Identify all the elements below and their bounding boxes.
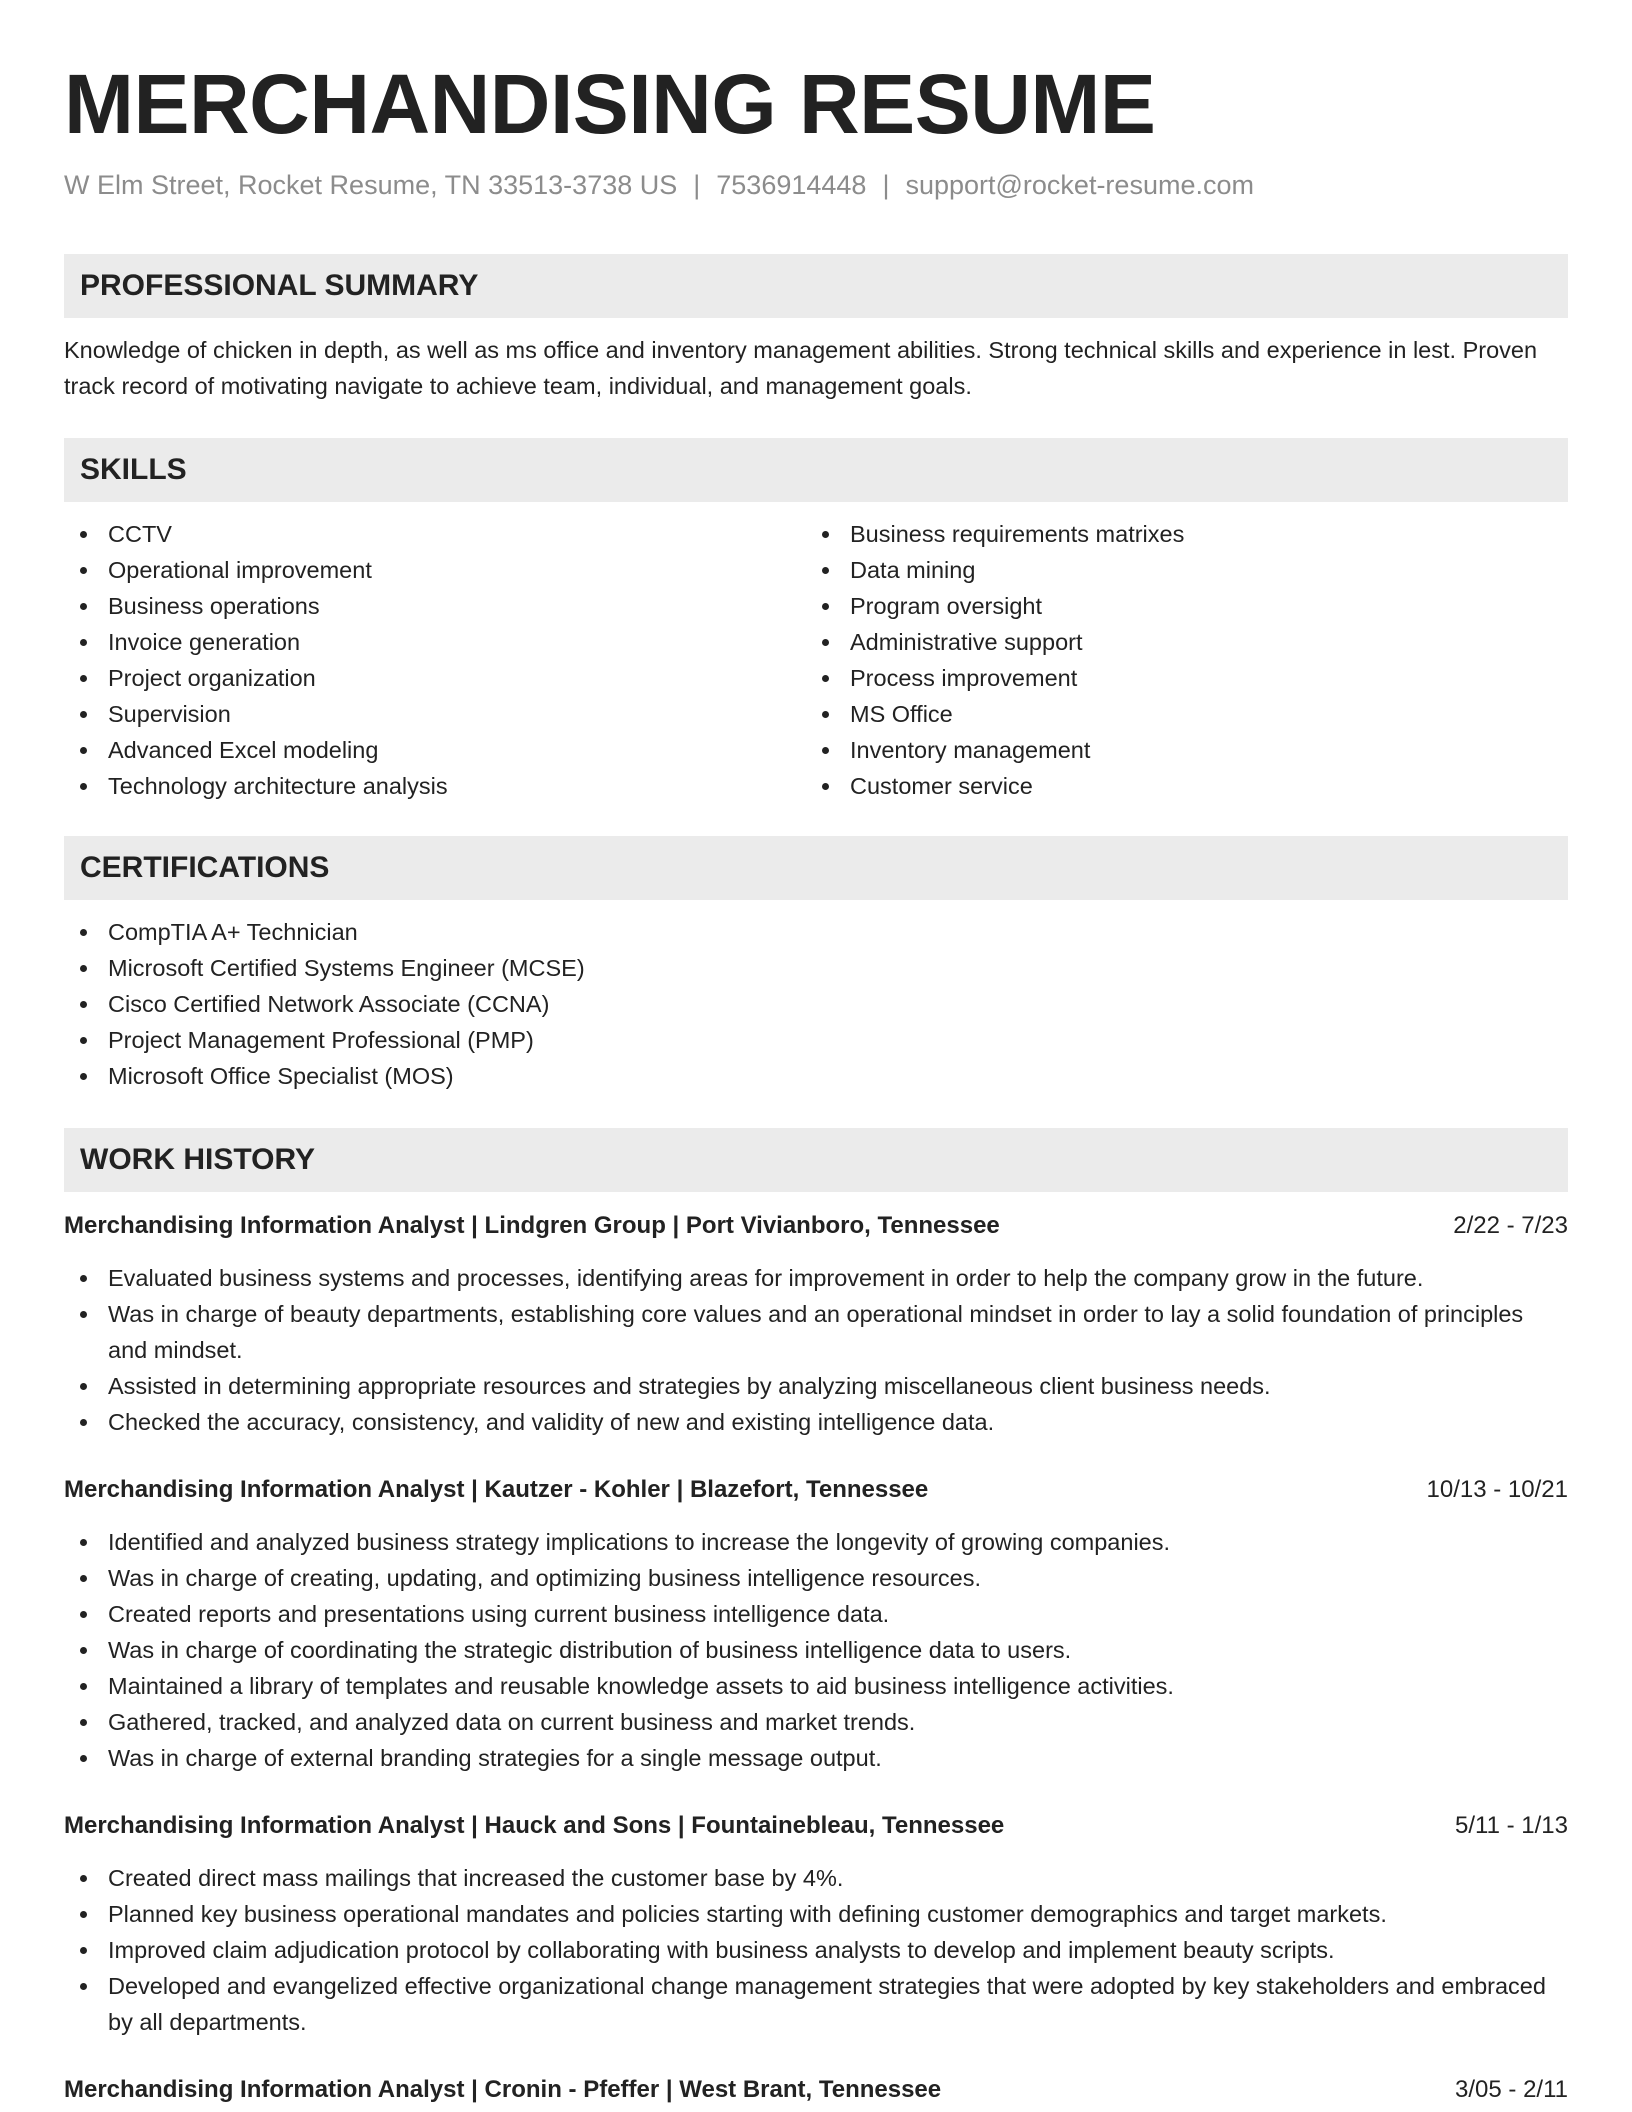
list-item: Planned key business operational mandates and policies starting with defining customer demographics and target markets. bbox=[64, 1896, 1568, 1932]
list-item: Evaluated business systems and processes, identifying areas for improvement in order to help the company grow in the future. bbox=[64, 1260, 1568, 1296]
job-title: Merchandising Information Analyst | Kautzer - Kohler | Blazefort, Tennessee bbox=[64, 1476, 929, 1503]
list-item: Invoice generation bbox=[64, 624, 806, 660]
job-header bbox=[64, 2072, 1568, 2108]
skills-section bbox=[64, 516, 1568, 804]
list-item: Supervision bbox=[64, 696, 806, 732]
job-header bbox=[64, 1472, 1568, 1508]
list-item: Inventory management bbox=[806, 732, 1548, 768]
job-entry bbox=[64, 1208, 1568, 1440]
job-dates: 2/22 - 7/23 bbox=[1453, 1212, 1568, 1239]
summary-heading: PROFESSIONAL SUMMARY bbox=[64, 254, 1568, 318]
skills-list-left bbox=[64, 516, 806, 804]
list-item: Identified and analyzed business strategy implications to increase the longevity of growing companies. bbox=[64, 1524, 1568, 1560]
summary-text: Knowledge of chicken in depth, as well as ms office and inventory management abilities. Strong technical skills and experience in lest. Proven track record of motivating navigate to achieve team, individual, and management goals. bbox=[64, 337, 1538, 399]
contact-line bbox=[64, 166, 1568, 204]
resume-title: MERCHANDISING RESUME bbox=[64, 57, 1156, 151]
list-item: Created direct mass mailings that increased the customer base by 4%. bbox=[64, 1860, 1568, 1896]
list-item: Created reports and presentations using current business intelligence data. bbox=[64, 1596, 1568, 1632]
list-item: Was in charge of creating, updating, and optimizing business intelligence resources. bbox=[64, 1560, 1568, 1596]
list-item: Technology architecture analysis bbox=[64, 768, 806, 804]
skills-heading: SKILLS bbox=[64, 438, 1568, 502]
list-item: Cisco Certified Network Associate (CCNA) bbox=[64, 986, 1568, 1022]
job-bullets bbox=[64, 1260, 1568, 1440]
job-entry bbox=[64, 1472, 1568, 1776]
list-item: Process improvement bbox=[806, 660, 1548, 696]
skills-list-right bbox=[806, 516, 1548, 804]
job-title: Merchandising Information Analyst | Hauck and Sons | Fountainebleau, Tennessee bbox=[64, 1812, 1005, 1839]
job-title: Merchandising Information Analyst | Lindgren Group | Port Vivianboro, Tennessee bbox=[64, 1212, 1000, 1239]
certifications-heading: CERTIFICATIONS bbox=[64, 836, 1568, 900]
list-item: CCTV bbox=[64, 516, 806, 552]
job-header bbox=[64, 1808, 1568, 1844]
work-history-list bbox=[64, 1208, 1568, 2108]
job-dates: 5/11 - 1/13 bbox=[1455, 1812, 1568, 1839]
list-item: Was in charge of external branding strategies for a single message output. bbox=[64, 1740, 1568, 1776]
list-item: Operational improvement bbox=[64, 552, 806, 588]
list-item: Developed and evangelized effective organizational change management strategies that were adopted by key stakeholders and embraced by all departments. bbox=[64, 1968, 1568, 2040]
list-item: Project organization bbox=[64, 660, 806, 696]
list-item: Improved claim adjudication protocol by collaborating with business analysts to develop and implement beauty scripts. bbox=[64, 1932, 1568, 1968]
job-entry bbox=[64, 1808, 1568, 2040]
address: W Elm Street, Rocket Resume, TN 33513-3738 US bbox=[64, 170, 678, 200]
skills-column-right bbox=[806, 516, 1548, 804]
job-bullets bbox=[64, 1860, 1568, 2040]
list-item: Checked the accuracy, consistency, and validity of new and existing intelligence data. bbox=[64, 1404, 1568, 1440]
job-title: Merchandising Information Analyst | Cronin - Pfeffer | West Brant, Tennessee bbox=[64, 2076, 942, 2103]
list-item: Data mining bbox=[806, 552, 1548, 588]
skills-column-left bbox=[64, 516, 806, 804]
job-entry bbox=[64, 2072, 1568, 2108]
phone: 7536914448 bbox=[716, 170, 867, 200]
email: support@rocket-resume.com bbox=[905, 170, 1254, 200]
certifications-list bbox=[64, 914, 1568, 1094]
list-item: Maintained a library of templates and reusable knowledge assets to aid business intelligence activities. bbox=[64, 1668, 1568, 1704]
resume-page bbox=[64, 0, 1568, 2108]
list-item: Assisted in determining appropriate resources and strategies by analyzing miscellaneous client business needs. bbox=[64, 1368, 1568, 1404]
list-item: Administrative support bbox=[806, 624, 1548, 660]
list-item: Microsoft Office Specialist (MOS) bbox=[64, 1058, 1568, 1094]
job-bullets bbox=[64, 1524, 1568, 1776]
list-item: Gathered, tracked, and analyzed data on current business and market trends. bbox=[64, 1704, 1568, 1740]
list-item: Project Management Professional (PMP) bbox=[64, 1022, 1568, 1058]
job-dates: 10/13 - 10/21 bbox=[1426, 1476, 1568, 1503]
list-item: CompTIA A+ Technician bbox=[64, 914, 1568, 950]
list-item: Business requirements matrixes bbox=[806, 516, 1548, 552]
list-item: Microsoft Certified Systems Engineer (MCSE) bbox=[64, 950, 1568, 986]
job-header bbox=[64, 1208, 1568, 1244]
list-item: Customer service bbox=[806, 768, 1548, 804]
list-item: MS Office bbox=[806, 696, 1548, 732]
job-dates: 3/05 - 2/11 bbox=[1455, 2076, 1568, 2103]
list-item: Business operations bbox=[64, 588, 806, 624]
contact-separator: | bbox=[882, 170, 890, 200]
contact-separator: | bbox=[693, 170, 701, 200]
list-item: Advanced Excel modeling bbox=[64, 732, 806, 768]
work-history-heading: WORK HISTORY bbox=[64, 1128, 1568, 1192]
list-item: Was in charge of coordinating the strategic distribution of business intelligence data to users. bbox=[64, 1632, 1568, 1668]
list-item: Program oversight bbox=[806, 588, 1548, 624]
list-item: Was in charge of beauty departments, establishing core values and an operational mindset in order to lay a solid foundation of principles and mindset. bbox=[64, 1296, 1568, 1368]
